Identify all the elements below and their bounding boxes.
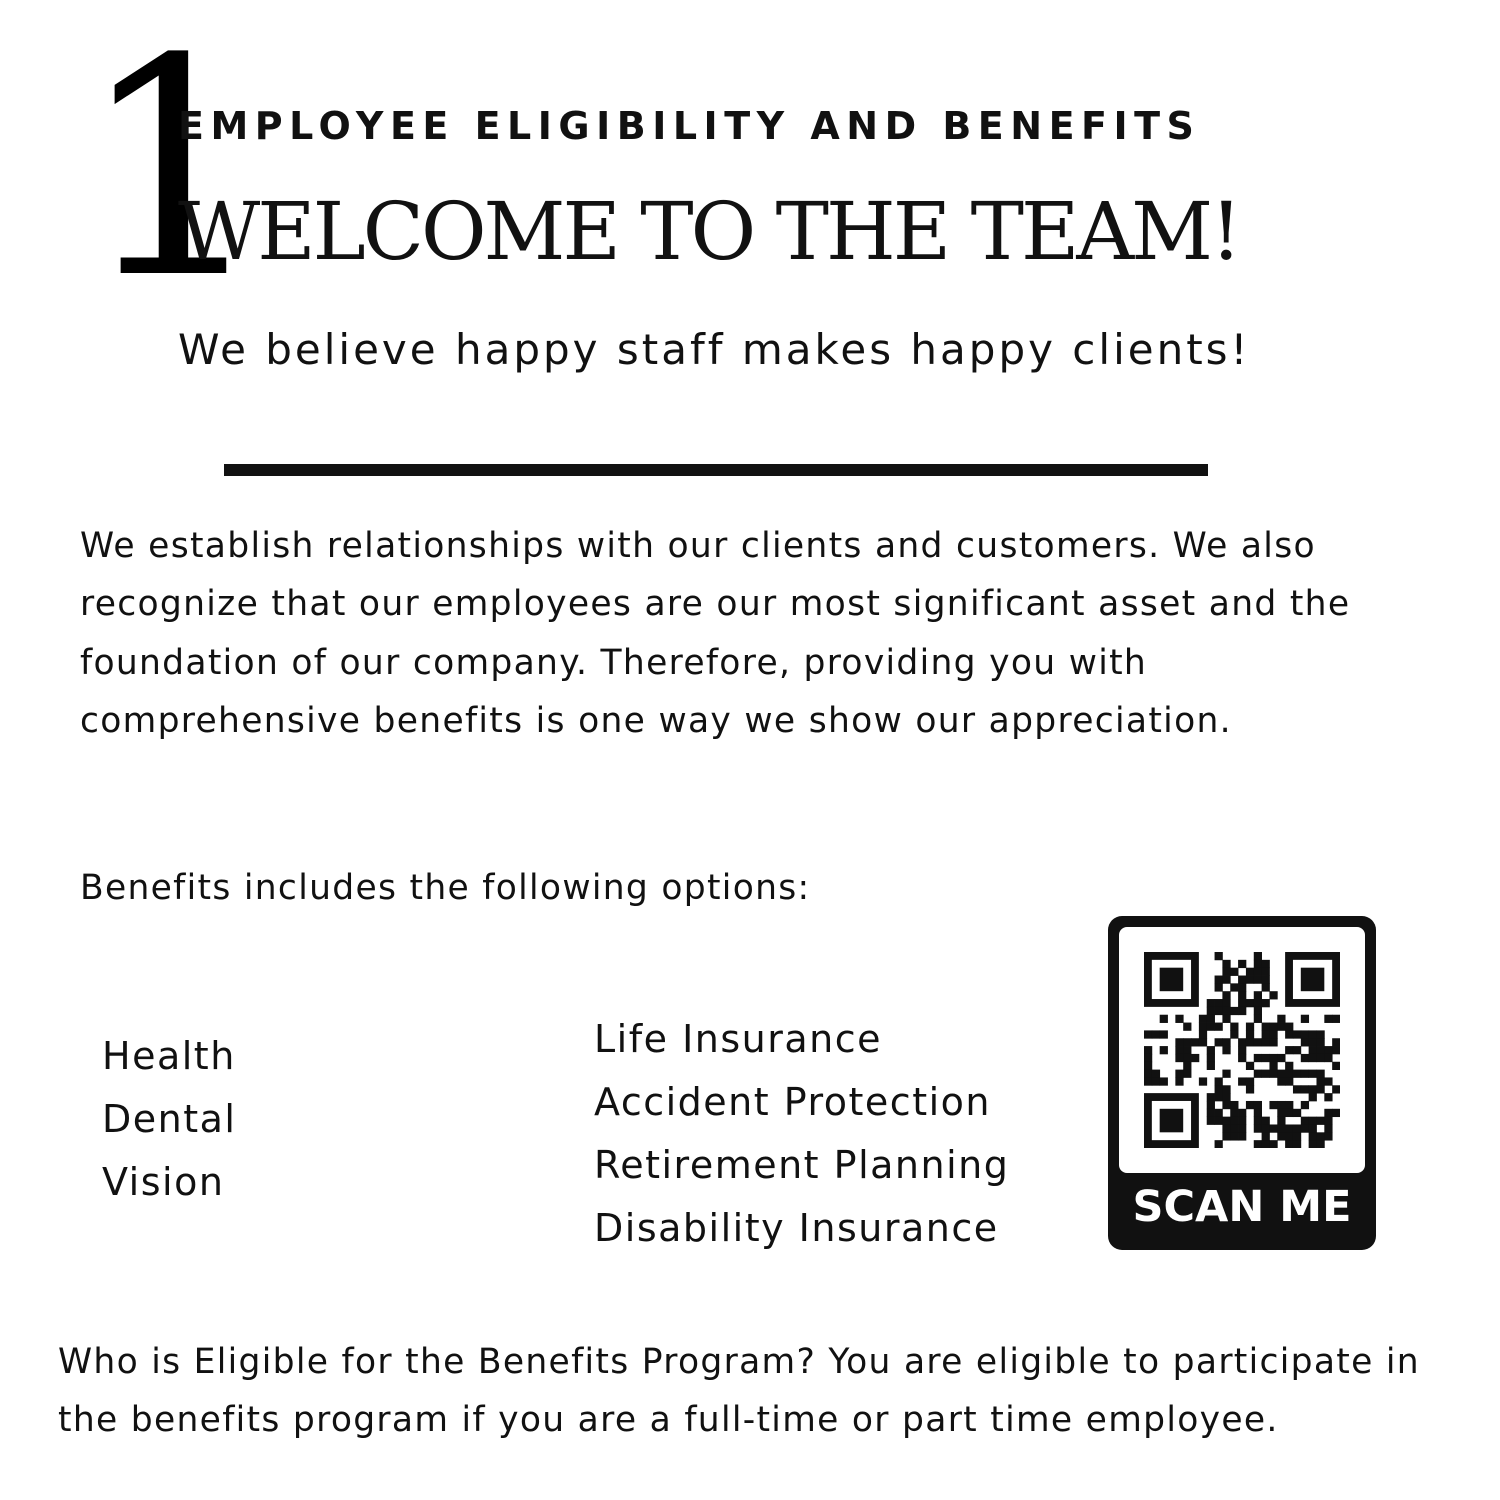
page-title: WELCOME TO THE TEAM! (178, 185, 1240, 278)
qr-code-card[interactable] (1108, 916, 1376, 1250)
benefit-item-disability-insurance: Disability Insurance (594, 1206, 999, 1250)
benefits-list-left (102, 1025, 236, 1214)
tagline: We believe happy staff makes happy clients! (178, 325, 1251, 374)
eligibility-paragraph: Who is Eligible for the Benefits Program? You are eligible to participate in the benefits program if you are a full-time or part time employee. (58, 1342, 1420, 1441)
benefit-item-health: Health (102, 1034, 236, 1078)
intro-paragraph: We establish relationships with our clients and customers. We also recognize that our employees are our most significant asset and the foundation of our company. Therefore, providing you with comprehensive benefits is one way we show our appreciation. (80, 526, 1351, 742)
benefit-item-retirement-planning: Retirement Planning (594, 1143, 1010, 1187)
scan-me-label: SCAN ME (1132, 1182, 1352, 1232)
section-kicker: EMPLOYEE ELIGIBILITY AND BENEFITS (178, 104, 1201, 148)
benefit-item-dental: Dental (102, 1097, 237, 1141)
benefit-item-accident-protection: Accident Protection (594, 1080, 991, 1124)
qr-code-frame (1119, 927, 1365, 1173)
benefits-intro: Benefits includes the following options: (80, 868, 811, 908)
qr-code-icon (1144, 952, 1340, 1148)
section-number: 1 (78, 0, 269, 344)
benefit-item-vision: Vision (102, 1160, 225, 1204)
benefit-item-life-insurance: Life Insurance (594, 1017, 883, 1061)
divider (224, 464, 1208, 476)
benefits-list-right (594, 1008, 1009, 1260)
